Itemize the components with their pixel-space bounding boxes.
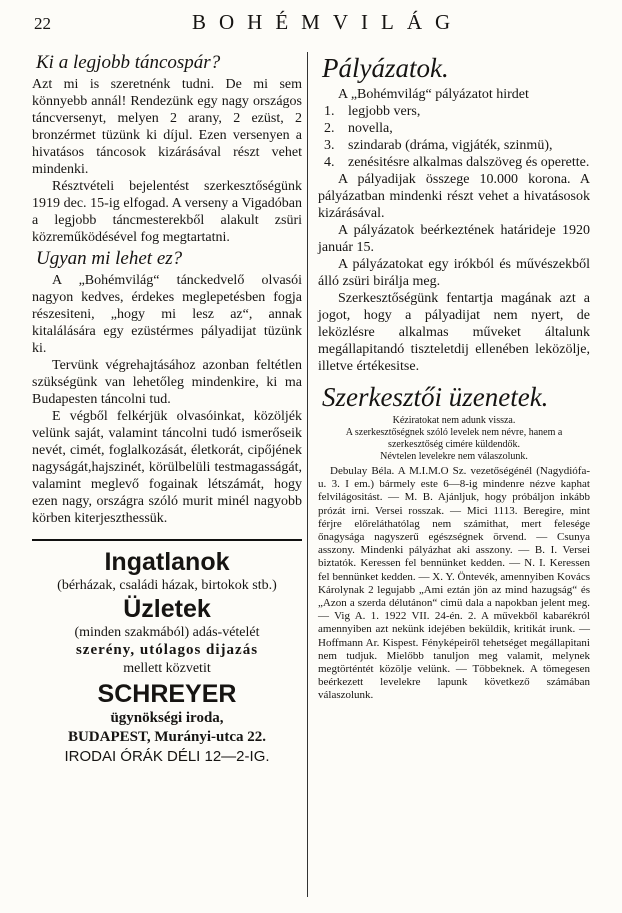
ad-office-hours: IRODAI ÓRÁK DÉLI 12—2-IG. <box>64 748 270 765</box>
editorial-note-anonymous: Névtelen levelekre nem válaszolunk. <box>380 451 528 462</box>
editorial-messages-text: Debulay Béla. A M.I.M.O Sz. vezetőségénél (Nagydiófa-u. 3. I em.) bármely este 6—8-ig mindenre nézve kaphat felvilágositást. — M. B. Ajánljuk, hogy próbáljon inkább prózát irni. Versei rosszak. — Mici 1113. Beregire, mint férjre előreláthatólag nem számithat, mert felesége őnagysága nagyszerű egészségnek örvend. — Csunya asszony. Mindenki pályázhat aki asszony. — B. I. Versei biztatók. Keressen fel bennünket kedden. — N. I. Keressen fel bennünket kedden. — X. Y. Öntevék, amennyiben Kovács Károlynak 2 legujabb „Ami eztán jön az mind hazugság“ és „Azon a szerda délutánon“ cimü dala a napokban jelent meg. — Vig A. 1. 1922 VII. 24-én. 2. A művekből kabarékról amennyiben azt nekünk idejében beküldik, kritikát irunk. — Hoffmann Ar. Kispest. Fényképeiről tehetséget megállapitani nem tudjuk. Mielőbb tanuljon meg valamit, melynek megtörténtét közölje velünk. — Többeknek. A tömegesen beérkezett levelekre lapunk következő számában válaszolunk. <box>318 465 590 702</box>
ad-trade-line: (minden szakmából) adás-vételét <box>74 625 260 640</box>
deadline-paragraph: A pályázatok beérkeztének határideje 1920 január 15. <box>318 223 590 255</box>
jury-paragraph: A pályázatokat egy irókból és művészekből álló zsüri birálja meg. <box>318 257 590 289</box>
surprise-paragraph: A „Bohémvilág“ tánckedvelő olvasói nagyon kedves, érdekes meglepetésben fogja részesiteni, „hogy mi lesz az“, annak kitalálására egy ezüstérmes pályadijat tüzünk ki. <box>32 273 302 356</box>
editorial-note-address: A szerkesztőségnek szóló levelek nem névre, hanem a szerkesztőség cimére küldendők. <box>345 427 563 450</box>
surprise-heading: Ugyan mi lehet ez? <box>36 248 183 269</box>
list-item: 4. zenésitésre alkalmas dalszöveg és operette. <box>324 155 590 170</box>
dance-contest-heading: Ki a legjobb táncospár? <box>36 52 221 73</box>
real-estate-advertisement <box>32 539 302 766</box>
ad-fee-line: szerény, utólagos dijazás <box>75 642 259 658</box>
list-item: 2. novella, <box>324 121 393 136</box>
page-number: 22 <box>34 14 51 33</box>
column-divider <box>307 52 308 897</box>
ad-company-name: SCHREYER <box>97 680 237 708</box>
masthead-title: BOHÉMVILÁG <box>192 10 464 34</box>
right-column <box>318 52 590 703</box>
ad-agency-line: ügynökségi iroda, <box>110 710 224 726</box>
left-column <box>32 52 302 766</box>
ad-title-ingatlanok: Ingatlanok <box>104 548 230 576</box>
plan-paragraph: Tervünk végrehajtásához azonban feltétlen szükségünk van lehetőleg mindenkire, ki ma Budapesten táncolni tud. <box>32 358 302 407</box>
competitions-intro: A „Bohémvilág“ pályázatot hirdet <box>338 87 529 102</box>
editorial-messages-heading: Szerkesztői üzenetek. <box>322 382 549 412</box>
list-item: 1. legjobb vers, <box>324 104 421 119</box>
editorial-note-manuscripts: Kéziratokat nem adunk vissza. <box>392 415 516 426</box>
ad-address: BUDAPEST, Murányi-utca 22. <box>67 729 267 745</box>
prize-paragraph: A pályadijak összege 10.000 korona. A pályázatban mindenki részt vehet a hivatásosok kizárásával. <box>318 172 590 221</box>
ad-property-types: (bérházak, családi házak, birtokok stb.) <box>57 578 277 593</box>
request-paragraph: E végből felkérjük olvasóinkat, közöljék velünk saját, valamint táncolni tudó ismerőseik nevét, cimét, foglalkozását, életkorát, cipőjének nagyságát,hajszinét, körülbelüli testmagasságát, valamint meglevő fogainak létszámát, hogy ezen nagy, országra szóló murit minél nagyobb körben kiterjeszthessük. <box>32 409 302 526</box>
competition-categories <box>318 103 590 171</box>
ad-mediation-line: mellett közvetit <box>123 661 211 676</box>
list-item: 3. szindarab (dráma, vigjáték, szinmü), <box>324 138 553 153</box>
registration-paragraph: Résztvételi bejelentést szerkesztőségünk 1919 dec. 15-ig elfogad. A verseny a Vigadóban a legjobb táncmesterekből alakult zsüri közreműködésével fog megtartatni. <box>32 179 302 245</box>
rights-paragraph: Szerkesztőségünk fentartja magának azt a jogot, hogy a pályadijat nem nyert, de leközlésre alkalmas műveket általunk megállapitandó tiszteletdij ellenében leközölje, illetve értékesitse. <box>318 291 590 374</box>
page-header <box>34 8 594 36</box>
dance-contest-paragraph: Azt mi is szeretnénk tudni. De mi sem könnyebb annál! Rendezünk egy nagy országos táncversenyt, melyen 2 arany, 2 ezüst, 2 bronzérmet tüzünk ki díjul. Ezen versenyen a hivatásos táncosok kizárásával részt vehet mindenki. <box>32 77 302 177</box>
ad-title-uzletek: Üzletek <box>123 595 211 623</box>
competitions-heading: Pályázatok. <box>322 53 449 83</box>
